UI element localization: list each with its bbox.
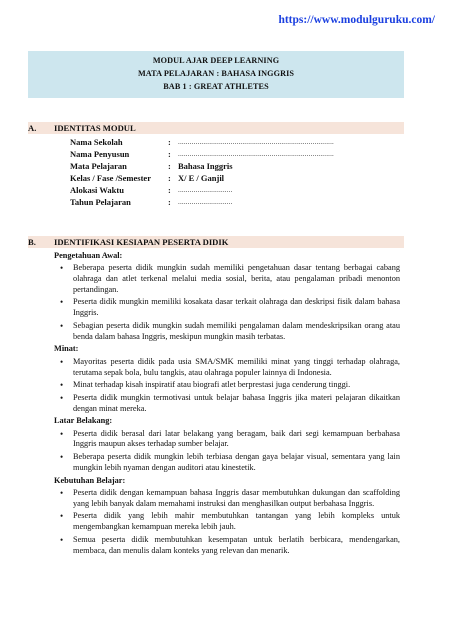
section-b-letter: B. <box>28 237 36 247</box>
id-colon: : <box>168 197 171 207</box>
list-kebutuhan-belajar <box>54 488 400 556</box>
list-item: • Minat terhadap kisah inspiratif atau biografi atlet berprestasi juga cenderung tinggi. <box>54 380 400 391</box>
list-item: • Semua peserta didik membutuhkan kesempatan untuk berlatih berbicara, mendengarkan, membaca, dan menulis dalam konteks yang relevan dan menarik. <box>54 535 400 557</box>
id-blank: ................................................................................ <box>178 138 334 146</box>
section-a-letter: A. <box>28 123 37 133</box>
list-item: • Peserta didik mungkin memiliki kosakata dasar terkait olahraga dan deskripsi fisik dalam bahasa Inggris. <box>54 297 400 319</box>
section-a-title: IDENTITAS MODUL <box>54 123 136 133</box>
id-blank: ................................................................................ <box>178 150 334 158</box>
id-blank: ............................ <box>178 186 233 194</box>
module-title-line2: MATA PELAJARAN : BAHASA INGGRIS <box>137 69 295 78</box>
id-label: Tahun Pelajaran <box>70 197 131 207</box>
group-heading-kebutuhan-belajar: Kebutuhan Belajar: <box>54 475 126 485</box>
id-blank: ............................ <box>178 198 233 206</box>
list-item: • Peserta didik berasal dari latar belakang yang beragam, baik dari segi kemampuan berbahasa Inggris maupun akses terhadap sumber belajar. <box>54 429 400 451</box>
id-colon: : <box>168 149 171 159</box>
id-colon: : <box>168 185 171 195</box>
id-label: Alokasi Waktu <box>70 185 124 195</box>
list-item: • Peserta didik dengan kemampuan bahasa Inggris dasar membutuhkan dukungan dan scaffolding yang lebih banyak dalam memahami instruksi dan menghasilkan output berbahasa Inggris. <box>54 488 400 510</box>
list-item: • Beberapa peserta didik mungkin lebih terbiasa dengan gaya belajar visual, sementara yang lain mungkin lebih nyaman dengan auditori atau kinestetik. <box>54 452 400 474</box>
id-colon: : <box>168 173 171 183</box>
id-label: Kelas / Fase /Semester <box>70 173 151 183</box>
id-label: Mata Pelajaran <box>70 161 127 171</box>
id-row-nama-penyusun <box>70 149 400 160</box>
id-colon: : <box>168 137 171 147</box>
list-item: • Peserta didik yang lebih mahir membutuhkan tantangan yang lebih kompleks untuk mengembangkan kemampuan mereka lebih jauh. <box>54 511 400 533</box>
id-label: Nama Penyusun <box>70 149 130 159</box>
id-value: X/ E / Ganjil <box>178 173 225 183</box>
list-item: • Peserta didik mungkin termotivasi untuk belajar bahasa Inggris jika materi pelajaran dikaitkan dengan minat mereka. <box>54 393 400 415</box>
id-row-alokasi-waktu <box>70 185 400 196</box>
group-heading-pengetahuan: Pengetahuan Awal: <box>54 251 123 260</box>
group-heading-latar-belakang: Latar Belakang: <box>54 416 113 426</box>
group-heading-minat: Minat: <box>54 344 79 354</box>
module-title-line1: MODUL AJAR DEEP LEARNING <box>152 56 280 65</box>
module-title-line3: BAB 1 : GREAT ATHLETES <box>163 82 269 91</box>
id-value: Bahasa Inggris <box>178 161 233 171</box>
section-b-heading <box>28 236 404 248</box>
id-row-mata-pelajaran <box>70 161 400 172</box>
list-pengetahuan <box>54 263 400 342</box>
id-label: Nama Sekolah <box>70 137 123 147</box>
list-item: • Mayoritas peserta didik pada usia SMA/SMK memiliki minat yang tinggi terhadap olahraga, terutama sepak bola, bulu tangkis, atau olahraga populer lainnya di Indonesia. <box>54 357 400 379</box>
website-link[interactable]: https://www.modulguruku.com/ <box>278 14 435 26</box>
list-item: • Beberapa peserta didik mungkin sudah memiliki pengetahuan dasar tentang berbagai cabang olahraga dan atlet terkenal melalui media sosial, berita, atau pengalaman pribadi menonton pertandingan. <box>54 263 400 295</box>
section-b-title: IDENTIFIKASI KESIAPAN PESERTA DIDIK <box>54 237 229 247</box>
section-a-heading <box>28 122 404 134</box>
id-row-nama-sekolah <box>70 137 400 148</box>
list-item: • Sebagian peserta didik mungkin sudah memiliki pengalaman dalam mendeskripsikan orang atau benda dalam bahasa Inggris, meskipun mungkin masih terbatas. <box>54 321 400 343</box>
readiness-content <box>54 251 400 558</box>
id-colon: : <box>168 161 171 171</box>
list-minat <box>54 357 400 415</box>
id-row-kelas-fase-semester <box>70 173 400 184</box>
id-row-tahun-pelajaran <box>70 197 400 208</box>
list-latar-belakang <box>54 429 400 474</box>
module-title-box <box>28 51 404 98</box>
